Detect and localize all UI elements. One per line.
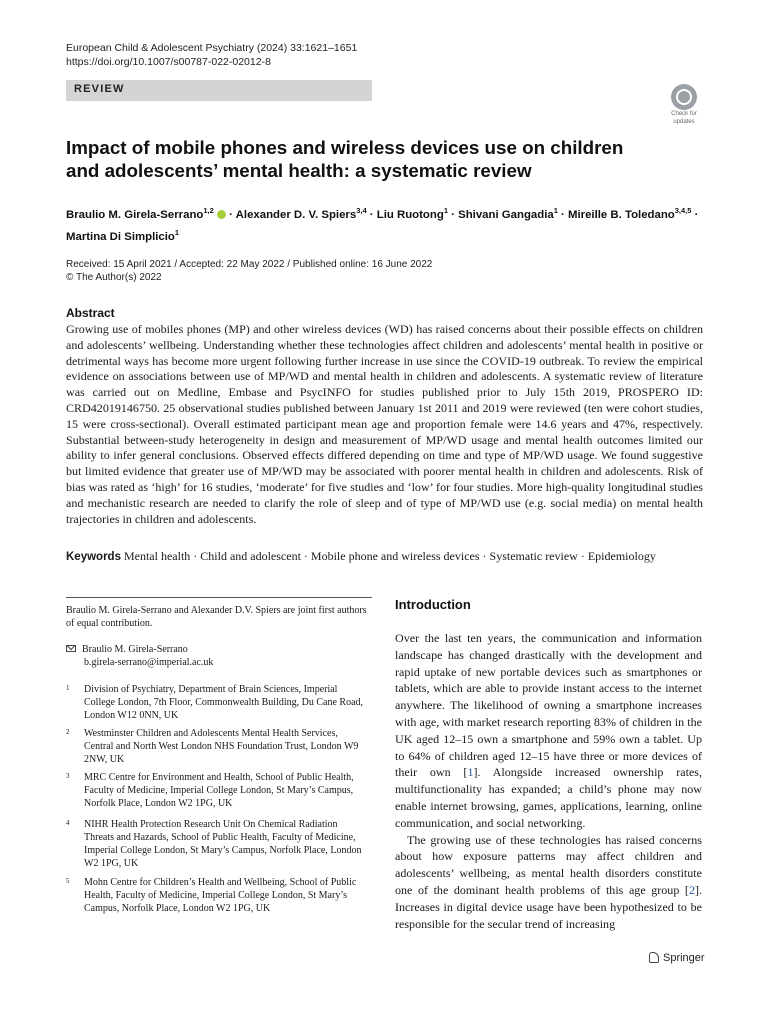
- intro-p2-text-b: ]. Increases in digital device usage have been hypothesized to be responsible for the secular trend of increasing: [395, 882, 702, 931]
- corresponding-email[interactable]: b.girela-serrano@imperial.ac.uk: [84, 657, 214, 668]
- journal-doi[interactable]: https://doi.org/10.1007/s00787-022-02012-8: [66, 56, 271, 68]
- citation-link[interactable]: 2: [688, 882, 695, 897]
- corresponding-author: [66, 643, 213, 669]
- introduction-heading: Introduction: [395, 597, 471, 612]
- keywords: [66, 549, 656, 565]
- author-name: Shivani Gangadia: [458, 208, 554, 221]
- intro-paragraph-2: [395, 832, 702, 933]
- citation-link[interactable]: 1: [467, 765, 474, 780]
- author-name: Liu Ruotong: [376, 208, 444, 221]
- affiliation-3: [66, 771, 366, 810]
- author-list: Braulio M. Girela-Serrano$^{1,2}$ · Alexander D. V. Spiers$^{3,4}$ · Liu Ruotong$^1$ · Shivani Gangadia$^1$ · Mireille B. Toledano$^{3,4,5}$ · Martina Di Simplicio$^1$: [66, 206, 699, 243]
- introduction-text: [395, 630, 702, 932]
- affiliation-1: [66, 683, 366, 722]
- affiliation-text: Westminster Children and Adolescents Mental Health Services, Central and North West London NHS Foundation Trust, London W9 2NW, UK: [84, 728, 359, 765]
- affiliation-number: 3: [66, 772, 70, 780]
- dates-line: Received: 15 April 2021 / Accepted: 22 May 2022 / Published online: 16 June 2022: [66, 259, 433, 270]
- check-for-updates-badge[interactable]: [664, 84, 704, 124]
- orcid-icon[interactable]: [217, 210, 226, 219]
- article-type-label: REVIEW: [74, 83, 125, 95]
- author-name: Braulio M. Girela-Serrano: [66, 208, 204, 221]
- abstract-heading: Abstract: [66, 306, 115, 320]
- affiliation-text: NIHR Health Protection Research Unit On Chemical Radiation Threats and Hazards, School of Public Health, Faculty of Medicine, Imperial College London, St Mary’s Campus, Norfolk Place, London W2 1PG, UK: [84, 819, 362, 869]
- author-affil-sup: 1: [553, 206, 558, 215]
- affiliation-5: [66, 876, 366, 915]
- check-for-updates-icon: [671, 84, 697, 110]
- footnote-divider: [66, 597, 372, 598]
- author-name: Mireille B. Toledano: [568, 208, 675, 221]
- check-badge-line2: updates: [673, 119, 695, 125]
- journal-header: [66, 41, 357, 69]
- abstract-text: Growing use of mobiles phones (MP) and other wireless devices (WD) has raised concerns about their possible effects on children and adolescents’ wellbeing. Understanding whether these technologies affect children and adolescents’ mental health in positive or detrimental ways has become more urgent following further increase in use since the COVID-19 outbreak. To review the empirical evidence on associations between use of MP/WD and mental health in children and adolescents. A systematic review of literature was carried out on Medline, Embase and PsycINFO for studies published prior to July 15th 2019, PROSPERO ID: CRD42019146750. 25 observational studies published between January 1st 2011 and 2019 were reviewed (ten were cohort studies, 15 were cross-sectional). Overall estimated participant mean age and proportion female were 14.6 years and 47%, respectively. Substantial between-study heterogeneity in design and measurement of MP/WD usage and mental health outcomes limited our ability to infer general conclusions. Observed effects differed depending on time and type of MP/WD usage. We found suggestive but limited evidence that greater use of MP/WD may be associated with poorer mental health in children and adolescents. Risk of bias was rated as ‘high’ for 16 studies, ‘moderate’ for five studies and ‘low’ for four studies. More high-quality longitudinal studies and mechanistic research are needed to clarify the role of sleep and of type of MP/WD use (e.g. social media) on mental health trajectories in children and adolescents.: [66, 322, 703, 526]
- corresponding-name: Braulio M. Girela-Serrano: [82, 644, 188, 655]
- intro-paragraph-1: [395, 630, 702, 832]
- affiliation-4: [66, 818, 366, 870]
- check-badge-line1: Check for: [671, 111, 697, 117]
- affiliation-text: Division of Psychiatry, Department of Brain Sciences, Imperial College London, 7th Floor, Commonwealth Building, Du Cane Road, London W12 0NN, UK: [84, 684, 364, 721]
- author-affil-sup: 1,2: [203, 206, 214, 215]
- affiliation-number: 5: [66, 877, 70, 885]
- keywords-list: Mental health · Child and adolescent · Mobile phone and wireless devices · Systematic review · Epidemiology: [123, 549, 656, 563]
- author-name: Martina Di Simplicio: [66, 230, 175, 243]
- keywords-heading: Keywords: [66, 551, 121, 563]
- publisher-logo: [649, 952, 705, 964]
- title-line-1: Impact of mobile phones and wireless devices use on children: [66, 137, 624, 158]
- author-name: Alexander D. V. Spiers: [235, 208, 357, 221]
- affiliation-text: MRC Centre for Environment and Health, School of Public Health, Faculty of Medicine, Imperial College London, St Mary’s Campus, Norfolk Place, London W2 1PG, UK: [84, 772, 354, 809]
- affiliation-number: 2: [66, 728, 70, 736]
- intro-p1-text-b: ]. Alongside increased ownership rates, multifunctionality has expanded; a child’s phone may now enable internet browsing, games, applications, learning, online communication, and social networking.: [395, 765, 703, 830]
- publisher-name: Springer: [663, 952, 705, 964]
- journal-citation: European Child & Adolescent Psychiatry (2024) 33:1621–1651: [66, 42, 358, 54]
- author-affil-sup: 1: [174, 227, 180, 237]
- envelope-icon: [66, 645, 76, 652]
- springer-horse-icon: [649, 952, 659, 963]
- author-affil-sup: 3,4,5: [674, 206, 692, 215]
- intro-p2-text-a: The growing use of these technologies has raised concerns about how exposure patterns may affect children and adolescents’ wellbeing, as mental health disorders constitute one of the dominant health problems of this age group [: [395, 832, 702, 897]
- author-affil-sup: 1: [443, 206, 448, 215]
- intro-p1-text-a: Over the last ten years, the communication and information landscape has changed drastically with the development and rapid uptake of new portable devices such as smartphones or tablets, which are able to provide instant access to the internet anywhere. The likelihood of owning a smartphone increases with age, with market research reporting 83% of children in the UK aged 12–15 own a smartphone and 59% own a tablet. Up to 64% of children aged 12–15 have three or more devices of their own [: [395, 631, 702, 780]
- affiliation-2: [66, 727, 366, 766]
- joint-authorship-note: Braulio M. Girela-Serrano and Alexander D.V. Spiers are joint first authors of equal contribution.: [66, 605, 367, 629]
- title-line-2: and adolescents’ mental health: a systematic review: [66, 160, 532, 181]
- copyright-line: © The Author(s) 2022: [66, 272, 162, 283]
- article-title: [66, 136, 706, 182]
- affiliation-number: 1: [66, 684, 70, 692]
- author-affil-sup: 3,4: [356, 206, 367, 215]
- publication-dates: [66, 258, 432, 284]
- affiliation-text: Mohn Centre for Children’s Health and Wellbeing, School of Public Health, Faculty of Medicine, Imperial College London, St Mary’s Campus, Norfolk Place, London W2 1PG, UK: [84, 877, 357, 914]
- affiliation-number: 4: [66, 819, 70, 827]
